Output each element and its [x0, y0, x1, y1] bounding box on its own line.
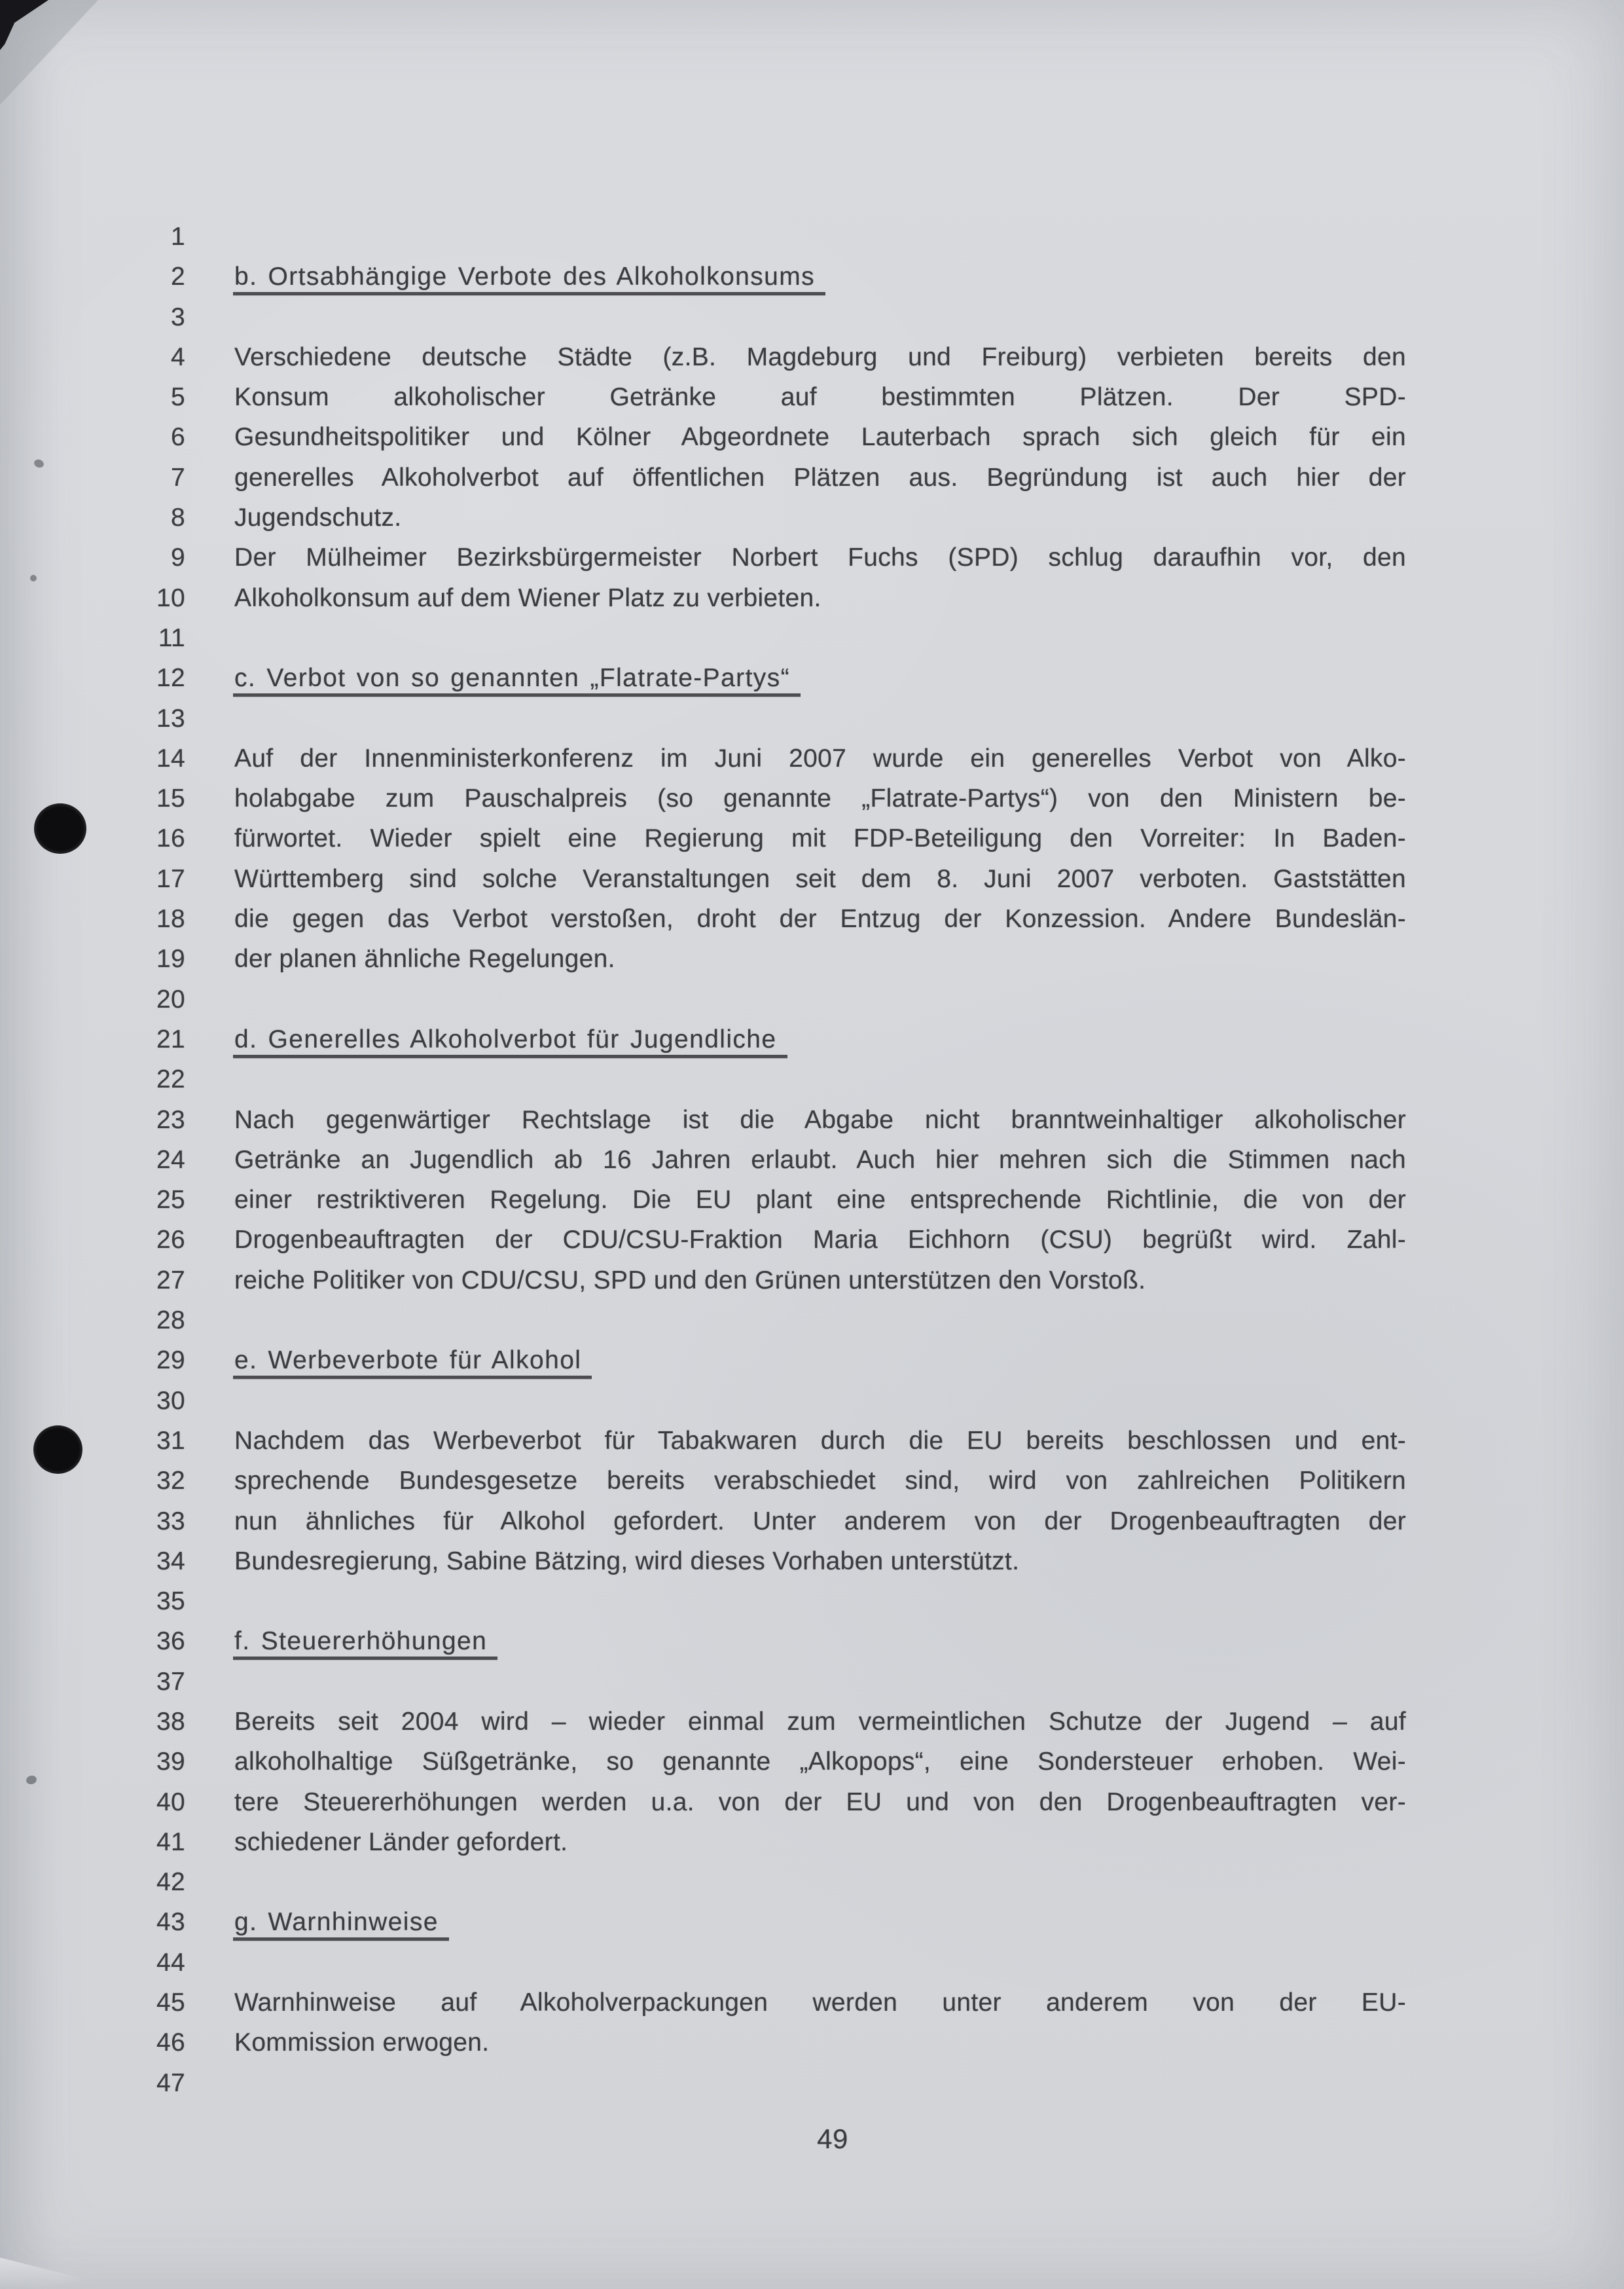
line-number: 6	[171, 423, 185, 452]
line-text: einer restriktiveren Regelung. Die EU plant eine entsprechende Richtlinie, die von der	[234, 1186, 1406, 1215]
line-number: 12	[156, 664, 185, 693]
line-number: 2	[171, 263, 185, 291]
document-line	[0, 1621, 1624, 1661]
line-number: 45	[156, 1988, 185, 2017]
line-number: 20	[156, 985, 185, 1014]
document-line	[0, 1822, 1624, 1862]
line-number: 36	[156, 1627, 185, 1656]
line-text: alkoholhaltige Süßgetränke, so genannte „Alkopops“, eine Sondersteuer erhoben. Wei-	[234, 1748, 1406, 1776]
document-line	[0, 818, 1624, 858]
document-line	[0, 1100, 1624, 1140]
document-line	[0, 2063, 1624, 2103]
document-line	[0, 1662, 1624, 1702]
line-text: Der Mülheimer Bezirksbürgermeister Norbert Fuchs (SPD) schlug daraufhin vor, den	[234, 543, 1406, 572]
line-number: 42	[156, 1868, 185, 1897]
section-heading	[234, 1019, 1406, 1059]
line-text: Warnhinweise auf Alkoholverpackungen werden unter anderem von der EU-	[234, 1988, 1406, 2017]
line-number: 9	[171, 543, 185, 572]
document-line	[0, 1220, 1624, 1260]
line-number: 23	[156, 1105, 185, 1134]
line-number: 14	[156, 744, 185, 773]
line-text: Auf der Innenministerkonferenz im Juni 2007 wurde ein generelles Verbot von Alko-	[234, 744, 1406, 773]
line-number: 25	[156, 1186, 185, 1215]
line-number: 27	[156, 1266, 185, 1294]
document-line	[0, 1300, 1624, 1340]
page-number: 49	[817, 2123, 848, 2154]
line-number: 38	[156, 1707, 185, 1736]
document-line	[0, 1140, 1624, 1180]
line-number: 15	[156, 784, 185, 813]
line-text: Verschiedene deutsche Städte (z.B. Magdeburg und Freiburg) verbieten bereits den	[234, 342, 1406, 371]
document-line	[0, 1501, 1624, 1541]
document-line	[0, 1782, 1624, 1822]
document-line	[0, 778, 1624, 818]
document-line	[0, 297, 1624, 337]
line-number: 7	[171, 463, 185, 492]
line-number: 32	[156, 1467, 185, 1495]
document-line	[0, 658, 1624, 698]
line-number: 8	[171, 504, 185, 532]
line-text: tere Steuererhöhungen werden u.a. von der EU und von den Drogenbeauftragten ver-	[234, 1787, 1406, 1816]
section-heading-text: b. Ortsabhängige Verbote des Alkoholkonsums	[233, 263, 825, 295]
line-number: 1	[171, 223, 185, 251]
document-line	[0, 217, 1624, 257]
document-line	[0, 538, 1624, 577]
document-line	[0, 1381, 1624, 1421]
document-line	[0, 377, 1624, 417]
line-number: 30	[156, 1386, 185, 1415]
line-text: Kommission erwogen.	[234, 2028, 490, 2057]
line-text: Nachdem das Werbeverbot für Tabakwaren durch die EU bereits beschlossen und ent-	[234, 1426, 1406, 1455]
line-text: Nach gegenwärtiger Rechtslage ist die Abgabe nicht branntweinhaltiger alkoholischer	[234, 1105, 1406, 1134]
document-line	[0, 1581, 1624, 1621]
line-number: 18	[156, 905, 185, 934]
line-number: 19	[156, 945, 185, 974]
document-line	[0, 1742, 1624, 1782]
line-number: 22	[156, 1065, 185, 1094]
line-number: 17	[156, 864, 185, 893]
document-line	[0, 1260, 1624, 1300]
document-line	[0, 1862, 1624, 1902]
section-heading-text: e. Werbeverbote für Alkohol	[233, 1346, 592, 1379]
line-text: fürwortet. Wieder spielt eine Regierung mit FDP-Beteiligung den Vorreiter: In Baden-	[234, 824, 1406, 853]
document-line	[0, 899, 1624, 939]
line-text: Bundesregierung, Sabine Bätzing, wird dieses Vorhaben unterstützt.	[234, 1547, 1020, 1575]
line-text: holabgabe zum Pauschalpreis (so genannte „Flatrate-Partys“) von den Ministern be-	[234, 784, 1406, 813]
line-number: 21	[156, 1025, 185, 1053]
document-line	[0, 257, 1624, 297]
line-text: die gegen das Verbot verstoßen, droht der Entzug der Konzession. Andere Bundeslän-	[234, 905, 1406, 934]
line-number: 3	[171, 302, 185, 331]
section-heading	[234, 257, 1406, 297]
line-text: generelles Alkoholverbot auf öffentlichen Plätzen aus. Begründung ist auch hier der	[234, 463, 1406, 492]
line-number: 43	[156, 1908, 185, 1937]
document-line	[0, 458, 1624, 498]
document-line	[0, 417, 1624, 457]
line-text: Bereits seit 2004 wird – wieder einmal zum vermeintlichen Schutze der Jugend – auf	[234, 1707, 1406, 1736]
document-line	[0, 1902, 1624, 1942]
document-line	[0, 1983, 1624, 2023]
document-line	[0, 739, 1624, 778]
line-number: 44	[156, 1948, 185, 1977]
line-text: Württemberg sind solche Veranstaltungen seit dem 8. Juni 2007 verboten. Gaststätten	[234, 864, 1406, 893]
line-text: nun ähnliches für Alkohol gefordert. Unter anderem von der Drogenbeauftragten der	[234, 1507, 1406, 1535]
document-line	[0, 980, 1624, 1019]
document-line	[0, 498, 1624, 538]
document-line	[0, 578, 1624, 618]
section-heading-text: f. Steuererhöhungen	[233, 1627, 497, 1660]
document-line	[0, 859, 1624, 899]
document-line	[0, 699, 1624, 739]
line-number: 46	[156, 2028, 185, 2057]
line-text: sprechende Bundesgesetze bereits verabschiedet sind, wird von zahlreichen Politikern	[234, 1467, 1406, 1495]
text-column	[0, 217, 1624, 2103]
section-heading	[234, 658, 1406, 698]
line-number: 5	[171, 383, 185, 412]
section-heading	[234, 1902, 1406, 1942]
line-number: 29	[156, 1346, 185, 1375]
section-heading	[234, 1340, 1406, 1380]
line-text: schiedener Länder gefordert.	[234, 1827, 568, 1856]
line-number: 40	[156, 1787, 185, 1816]
line-number: 39	[156, 1748, 185, 1776]
line-text: Getränke an Jugendlich ab 16 Jahren erlaubt. Auch hier mehren sich die Stimmen nach	[234, 1145, 1406, 1174]
line-number: 4	[171, 342, 185, 371]
line-number: 26	[156, 1226, 185, 1254]
line-text: der planen ähnliche Regelungen.	[234, 945, 615, 974]
section-heading-text: c. Verbot von so genannten „Flatrate-Partys“	[233, 664, 801, 697]
document-line	[0, 337, 1624, 377]
line-text: reiche Politiker von CDU/CSU, SPD und den Grünen unterstützen den Vorstoß.	[234, 1266, 1146, 1294]
line-number: 28	[156, 1306, 185, 1335]
document-line	[0, 1461, 1624, 1501]
line-number: 31	[156, 1426, 185, 1455]
document-line	[0, 1019, 1624, 1059]
line-text: Gesundheitspolitiker und Kölner Abgeordnete Lauterbach sprach sich gleich für ein	[234, 423, 1406, 452]
document-line	[0, 1340, 1624, 1380]
document-line	[0, 618, 1624, 658]
line-number: 41	[156, 1827, 185, 1856]
document-line	[0, 1180, 1624, 1220]
line-number: 16	[156, 824, 185, 853]
line-number: 10	[156, 583, 185, 612]
line-number: 24	[156, 1145, 185, 1174]
document-line	[0, 1702, 1624, 1742]
document-line	[0, 1421, 1624, 1461]
line-text: Jugendschutz.	[234, 504, 402, 532]
document-line	[0, 1541, 1624, 1581]
document-line	[0, 939, 1624, 979]
line-text: Alkoholkonsum auf dem Wiener Platz zu verbieten.	[234, 583, 821, 612]
document-line	[0, 2023, 1624, 2062]
document-line	[0, 1943, 1624, 1983]
line-number: 35	[156, 1587, 185, 1616]
line-number: 34	[156, 1547, 185, 1575]
section-heading-text: g. Warnhinweise	[233, 1908, 449, 1941]
section-heading	[234, 1621, 1406, 1661]
line-number: 13	[156, 704, 185, 733]
line-text: Konsum alkoholischer Getränke auf bestimmten Plätzen. Der SPD-	[234, 383, 1406, 412]
line-text: Drogenbeauftragten der CDU/CSU-Fraktion Maria Eichhorn (CSU) begrüßt wird. Zahl-	[234, 1226, 1406, 1254]
line-number: 11	[158, 623, 185, 652]
section-heading-text: d. Generelles Alkoholverbot für Jugendliche	[233, 1025, 787, 1058]
line-number: 37	[156, 1667, 185, 1696]
bottom-fold-mark	[0, 2250, 124, 2289]
document-line	[0, 1059, 1624, 1099]
line-number: 47	[156, 2068, 185, 2097]
line-number: 33	[156, 1507, 185, 1535]
